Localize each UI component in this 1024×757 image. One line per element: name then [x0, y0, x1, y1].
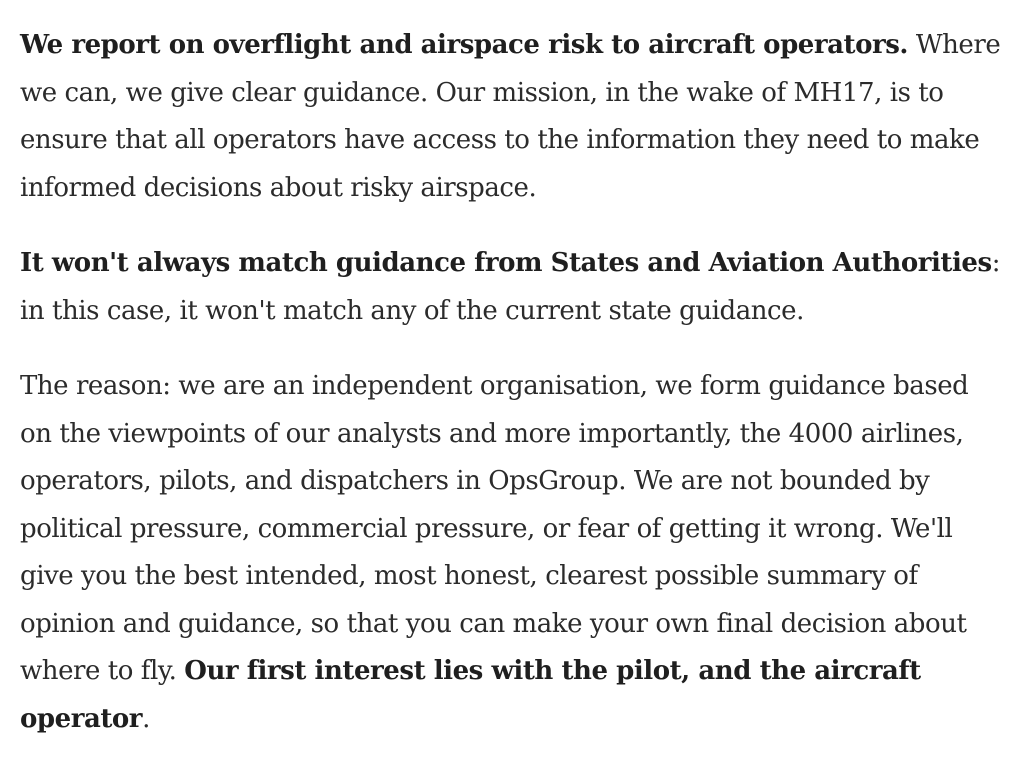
paragraph-guidance: [20, 240, 1004, 335]
paragraph-reason: [20, 363, 1004, 743]
paragraph-mission: [20, 22, 1004, 212]
mission-text: Where we can, we give clear guidance. Our mission, in the wake of MH17, is to ensure that all operators have access to the information they need to make informed decisions about risky airspace.: [20, 30, 1001, 203]
reason-trail-statement: Our first interest lies with the pilot, and the aircraft operator: [20, 656, 921, 734]
reason-text: The reason: we are an independent organisation, we form guidance based on the viewpoints of our analysts and more importantly, the 4000 airlines, operators, pilots, and dispatchers in OpsGroup. We are not bounded by political pressure, commercial pressure, or fear of getting it wrong. We'll give you the best intended, most honest, clearest possible summary of opinion and guidance, so that you can make your own final decision about where to fly.: [20, 371, 969, 686]
reason-end-punctuation: .: [142, 703, 150, 734]
guidance-lead-statement: It won't always match guidance from States and Aviation Authorities: [20, 248, 992, 278]
mission-lead-statement: We report on overflight and airspace risk to aircraft operators.: [20, 30, 909, 60]
guidance-text: : in this case, it won't match any of the current state guidance.: [20, 248, 1001, 326]
